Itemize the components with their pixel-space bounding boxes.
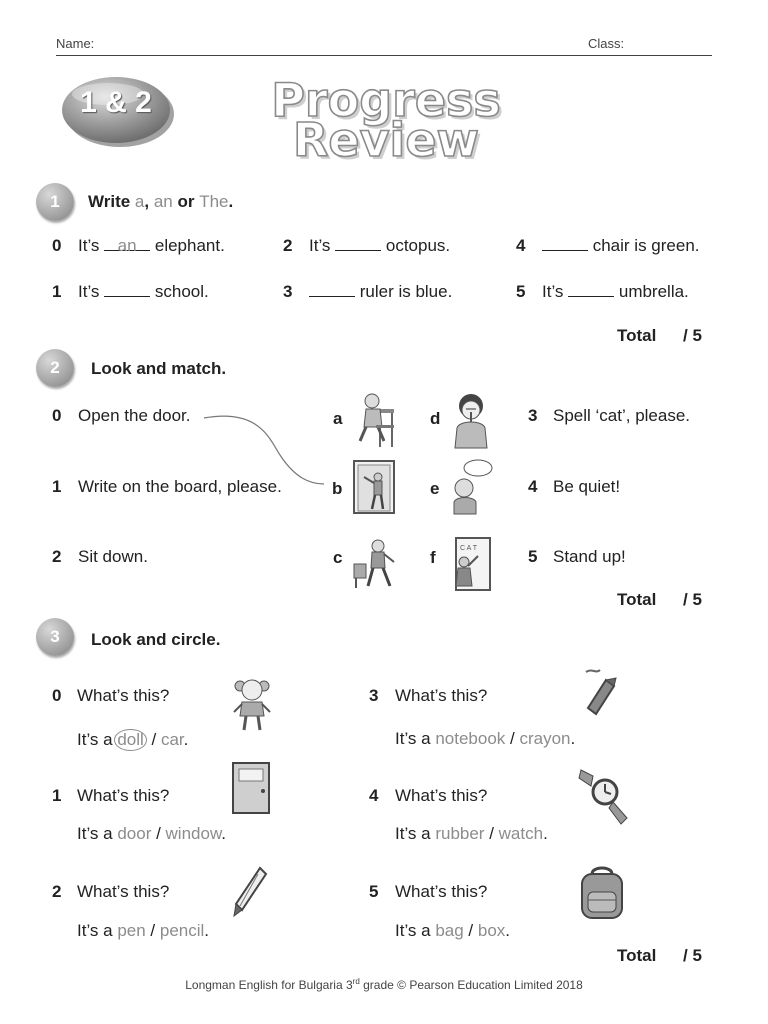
s3-option[interactable]: box [477, 921, 506, 940]
s1-answer-blank[interactable] [309, 282, 355, 297]
units-badge [60, 72, 176, 150]
page-title-line1: Progress [271, 73, 501, 127]
writing-on-board-icon [450, 536, 492, 592]
s3-item-number: 1 [52, 786, 62, 805]
s1-answer-blank[interactable] [568, 282, 614, 297]
door-man-icon [352, 459, 396, 515]
s1-item-after: ruler is blue. [355, 282, 453, 301]
s1-answer-blank[interactable] [542, 236, 588, 251]
s1-item-after: umbrella. [614, 282, 689, 301]
teacher-shh-icon [451, 392, 491, 450]
s1-item-after: octopus. [381, 236, 451, 255]
s3-option[interactable]: watch [498, 824, 544, 843]
s3-total-score: / 5 [683, 946, 702, 965]
s3-prefix: It’s a [395, 921, 436, 940]
s3-option[interactable]: pen [117, 921, 146, 940]
s3-sep: / [145, 921, 160, 940]
s3-option[interactable]: crayon [519, 729, 571, 748]
s1-answer-blank[interactable] [335, 236, 381, 251]
s2-left-number: 1 [52, 477, 62, 496]
s1-item-before: It’s [78, 282, 105, 301]
section-1-instruction [88, 192, 233, 212]
s1-item-number: 3 [283, 282, 293, 301]
s3-sep: / [151, 824, 166, 843]
s3-dot: . [543, 824, 548, 843]
s2-letter: c [333, 548, 343, 567]
s3-question: What’s this? [77, 882, 170, 901]
s3-option[interactable]: notebook [435, 729, 506, 748]
s2-left-number: 2 [52, 547, 62, 566]
header-rule [56, 55, 712, 56]
s3-sep: / [146, 730, 161, 749]
s1-item-after: chair is green. [588, 236, 700, 255]
comma: , [144, 192, 154, 211]
s3-dot: . [183, 730, 189, 749]
s2-letter: e [430, 479, 440, 498]
s3-option[interactable]: pencil [159, 921, 205, 940]
s3-answer-1 [77, 824, 226, 844]
s2-letter: a [333, 409, 343, 428]
s3-question: What’s this? [395, 882, 488, 901]
s1-total-label: Total [617, 326, 657, 345]
s1-item-before: It’s [309, 236, 336, 255]
s1-answer-blank: an [104, 236, 150, 251]
s3-prefix: It’s a [395, 729, 436, 748]
girl-sitting-icon [354, 391, 400, 449]
s2-left-text: Write on the board, please. [78, 477, 282, 496]
s3-answer-0 [77, 729, 188, 751]
door-icon [230, 761, 272, 815]
s3-prefix: It’s a [395, 824, 436, 843]
s3-dot: . [570, 729, 576, 748]
s3-item-number: 4 [369, 786, 379, 805]
s3-sep: / [463, 921, 478, 940]
word-or: or [172, 192, 200, 211]
s3-question: What’s this? [77, 786, 170, 805]
s3-option-circled[interactable]: doll [114, 729, 146, 751]
s3-total-label: Total [617, 946, 657, 965]
s3-prefix: It’s a [77, 921, 118, 940]
s3-option[interactable]: window [165, 824, 222, 843]
s2-right-text: Stand up! [553, 547, 626, 566]
section-1-badge: 1 [36, 183, 74, 221]
units-badge-text: 1 & 2 [80, 86, 152, 119]
doll-icon [230, 676, 274, 732]
s1-item-after: elephant. [150, 236, 225, 255]
s2-right-number: 4 [528, 477, 538, 496]
s3-option[interactable]: bag [435, 921, 464, 940]
crayon-icon [580, 666, 620, 718]
footer-sup: rd [352, 977, 360, 986]
s2-left-number: 0 [52, 406, 62, 425]
s3-prefix: It’s a [77, 730, 118, 749]
section-2-badge: 2 [36, 349, 74, 387]
s2-left-text: Sit down. [78, 547, 148, 566]
s3-answer-2 [77, 921, 209, 941]
s2-right-number: 5 [528, 547, 538, 566]
s2-letter: d [430, 409, 441, 428]
class-label: Class: [588, 36, 625, 51]
board-text: C A T [460, 545, 477, 552]
section-3-badge: 3 [36, 618, 74, 656]
s1-item-2 [309, 236, 450, 256]
s2-letter: b [332, 479, 343, 498]
boy-standing-up-icon [352, 538, 398, 590]
word-an: an [153, 192, 173, 211]
s2-right-text: Be quiet! [553, 477, 621, 496]
s3-dot: . [221, 824, 227, 843]
s1-item-0 [78, 236, 225, 256]
watch-icon [575, 764, 633, 826]
s3-question: What’s this? [395, 786, 488, 805]
s2-total-score: / 5 [683, 590, 702, 609]
s1-item-number: 2 [283, 236, 293, 255]
footer-text: Longman English for Bulgaria 3 [185, 978, 353, 992]
s1-answer-blank[interactable] [104, 282, 150, 297]
boy-speech-bubble-icon [448, 458, 494, 516]
s3-option[interactable]: car [160, 730, 184, 749]
s3-answer-4 [395, 824, 548, 844]
s2-letter: f [430, 548, 436, 567]
s1-item-1 [78, 282, 209, 302]
word-the: The [199, 192, 229, 211]
name-label: Name: [56, 36, 95, 51]
s1-item-number: 5 [516, 282, 526, 301]
s3-sep: / [484, 824, 499, 843]
s1-total-score: / 5 [683, 326, 702, 345]
s3-option[interactable]: rubber [435, 824, 485, 843]
s3-item-number: 0 [52, 686, 62, 705]
s3-question: What’s this? [395, 686, 488, 705]
s3-item-number: 3 [369, 686, 379, 705]
instruction-write: Write [88, 192, 135, 211]
s1-item-after: school. [150, 282, 209, 301]
s3-dot: . [505, 921, 511, 940]
footer-text-end: grade © Pearson Education Limited 2018 [359, 978, 583, 992]
s3-answer-5 [395, 921, 510, 941]
page-title-line2: Review [292, 113, 480, 167]
s1-item-number: 1 [52, 282, 62, 301]
s1-item-before: It’s [78, 236, 105, 255]
bag-icon [576, 866, 628, 922]
period: . [228, 192, 234, 211]
s3-item-number: 5 [369, 882, 379, 901]
s3-question: What’s this? [77, 686, 170, 705]
s2-left-text: Open the door. [78, 406, 191, 425]
s1-item-5 [542, 282, 689, 302]
s3-dot: . [204, 921, 210, 940]
footer-credit [0, 977, 768, 992]
match-line [200, 410, 330, 490]
s3-option[interactable]: door [117, 824, 152, 843]
s2-total-label: Total [617, 590, 657, 609]
s3-sep: / [505, 729, 520, 748]
s1-item-3 [309, 282, 452, 302]
s1-item-number: 0 [52, 236, 62, 255]
s2-right-number: 3 [528, 406, 538, 425]
s2-right-text: Spell ‘cat’, please. [553, 406, 691, 425]
s3-item-number: 2 [52, 882, 62, 901]
s3-prefix: It’s a [77, 824, 118, 843]
s1-item-number: 4 [516, 236, 526, 255]
pencil-icon [232, 866, 268, 918]
word-a: a [134, 192, 145, 211]
s1-item-before: It’s [542, 282, 569, 301]
section-2-instruction: Look and match. [91, 359, 227, 378]
s1-item-4 [542, 236, 700, 256]
section-3-instruction: Look and circle. [91, 630, 221, 649]
s3-answer-3 [395, 729, 575, 749]
